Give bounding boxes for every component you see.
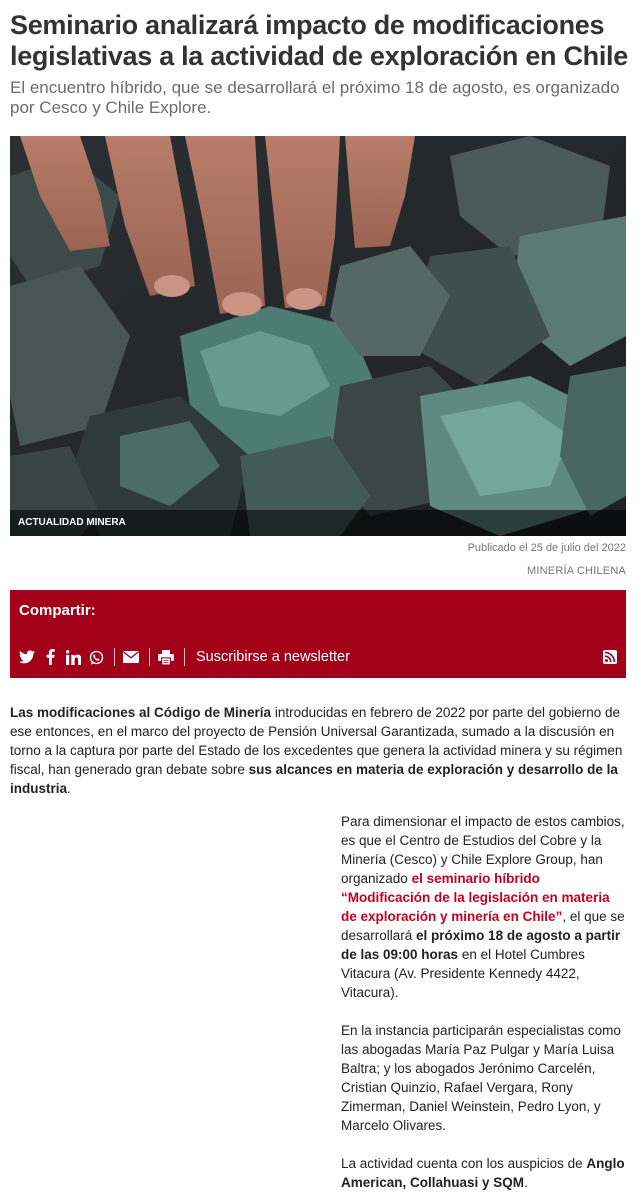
paragraph-text: . [67, 781, 71, 796]
paragraph-text: , el que se desarrollará [341, 909, 625, 943]
photo-caption: ACTUALIDAD MINERA [10, 510, 626, 536]
email-icon[interactable] [122, 648, 140, 666]
publish-date: Publicado el 25 de julio del 2022 [467, 542, 626, 554]
rss-icon[interactable] [603, 650, 617, 664]
paragraph-text: Para dimensionar el impacto de estos cambios, es que el Centro de Estudios del Cobre y la Minería (Cesco) y Chile Explore Group, han organizado [341, 814, 625, 886]
twitter-icon[interactable] [18, 648, 36, 666]
share-actions [18, 648, 350, 666]
article-paragraph-4 [341, 1154, 629, 1192]
article-paragraph-2 [341, 812, 629, 1002]
copper-ore-image [10, 136, 626, 536]
bold-text: Las modificaciones al Código de Minería [10, 705, 272, 720]
print-icon[interactable] [157, 648, 175, 666]
facebook-icon[interactable] [41, 648, 59, 666]
linkedin-icon[interactable] [64, 648, 82, 666]
article-subtitle: El encuentro híbrido, que se desarrollará el próximo 18 de agosto, es organizado por Cesco y Chile Explore. [10, 78, 620, 117]
bold-text: el próximo 18 de agosto a partir de las 09:00 horas [341, 928, 621, 962]
share-title: Compartir: [19, 602, 96, 619]
bold-text: sus alcances en materia de exploración y desarrollo de la industria [10, 762, 618, 796]
share-divider [149, 648, 150, 666]
paragraph-text: introducidas en febrero de 2022 por parte del gobierno de ese entonces, en el marco del proyecto de Pensión Universal Garantizada, sumado a la discusión en torno a la captura por parte del Estado de los excedentes que genera la actividad minera y su régimen fiscal, han generado gran debate sobre [10, 705, 623, 777]
share-divider [114, 648, 115, 666]
paragraph-text: en el Hotel Cumbres Vitacura (Av. Presidente Kennedy 4422, Vitacura). [341, 947, 585, 1000]
category-label[interactable]: MINERÍA CHILENA [527, 565, 626, 577]
article-paragraph-3: En la instancia participarán especialistas como las abogadas María Paz Pulgar y María Luisa Baltra; y los abogados Jerónimo Carcelén, Cristian Quinzio, Rafael Vergara, Rony Zimerman, Daniel Weinstein, Pedro Lyon, y Marcelo Olivares. [341, 1023, 621, 1133]
article-right-column [341, 812, 629, 1194]
whatsapp-icon[interactable] [87, 648, 105, 666]
share-divider [184, 648, 185, 666]
paragraph-text: . [524, 1175, 528, 1190]
newsletter-link[interactable]: Suscribirse a newsletter [196, 649, 350, 665]
article-paragraph-1 [10, 703, 626, 798]
bold-text: Anglo American, Collahuasi y SQM [341, 1156, 625, 1190]
seminar-highlight: el seminario híbrido “Modificación de la legislación en materia de exploración y minería en Chile” [341, 871, 610, 924]
article-title: Seminario analizará impacto de modificaciones legislativas a la actividad de exploración en Chile [10, 10, 628, 71]
article-photo [10, 136, 626, 536]
share-bar [10, 590, 626, 678]
paragraph-text: La actividad cuenta con los auspicios de [341, 1156, 587, 1171]
